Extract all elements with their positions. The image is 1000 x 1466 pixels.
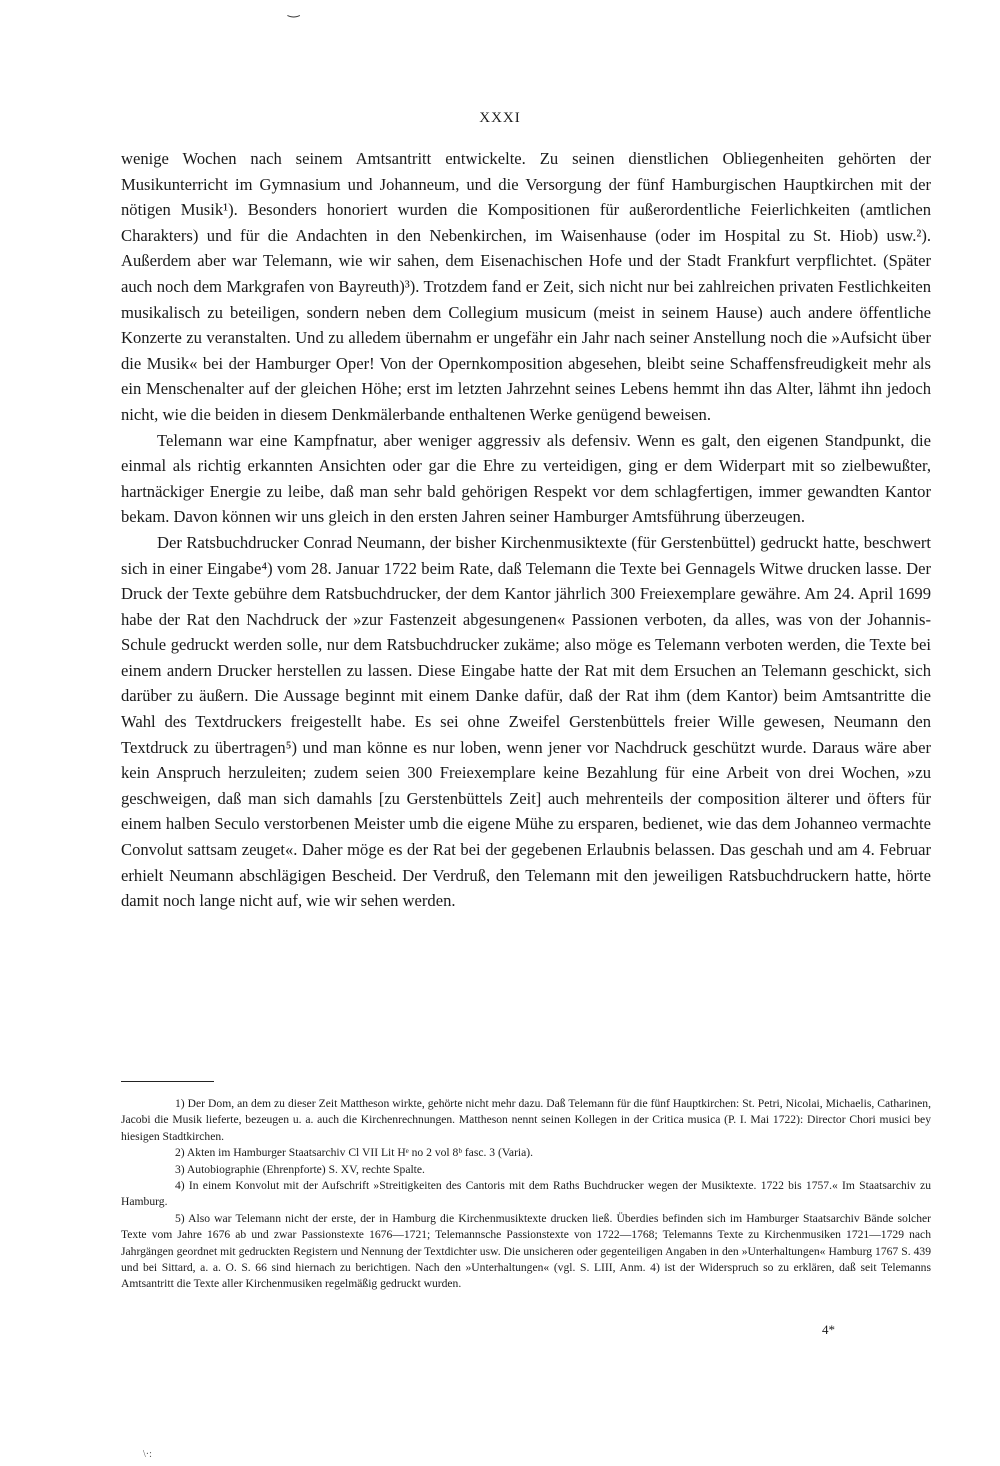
footnote: 5) Also war Telemann nicht der erste, der in Hamburg die Kirchenmusiktexte drucken ließ. Überdies befinden sich im Hamburger Staatsarchiv Bände solcher Texte vom Jahre 1676 ab und zwar Passionstexte 1676—1721; Telemannsche Passionstexte von 1722—1768; Telemanns Texte zu Kirchenmusiken 1721—1729 nach Jahrgängen geordnet mit gedruckten Registern und Nennung der Textdichter usw. Die unsicheren oder gegenteiligen Angaben in den »Unterhaltungen« Hamburg 1767 S. 439 und bei Sittard, a. a. O. S. 66 sind hiernach zu berichtigen. Nach den »Unterhaltungen« (vgl. S. LIII, Anm. 4) ist der Widerspruch so zu erklären, daß seit Telemanns Amtsantritt die Texte aller Kirchenmusiken regelmäßig gedruckt wurden. [121,1211,931,1291]
body-paragraph: wenige Wochen nach seinem Amtsantritt entwickelte. Zu seinen dienstlichen Obliegenheiten gehörten der Musikunterricht im Gymnasium und Johanneum, und die Versorgung der fünf Hamburgischen Hauptkirchen mit der nötigen Musik¹). Besonders honoriert wurden die Kompositionen für außerordentliche Feierlichkeiten (amtlichen Charakters) und für die Andachten in den Nebenkirchen, im Waisenhause (oder im Hospital zu St. Hiob) usw.²). Außerdem aber war Telemann, wie wir sahen, dem Eisenachischen Hofe und der Stadt Frankfurt verpflichtet. (Später auch noch dem Markgrafen von Bayreuth)³). Trotzdem fand er Zeit, sich nicht nur bei zahlreichen privaten Festlichkeiten musikalisch zu beteiligen, sondern neben dem Collegium musicum (meist in seinem Hause) auch andere öffentliche Konzerte zu veranstalten. Und zu alledem übernahm er ungefähr ein Jahr nach seiner Anstellung noch die »Aufsicht über die Musik« bei der Hamburger Oper! Von der Opernkomposition abgesehen, bleibt seine Schaffensfreudigkeit mehr als ein Menschenalter auf der gleichen Höhe; erst im letzten Jahrzehnt seines Lebens hemmt ihn das Alter, lähmt ihn jedoch nicht, wie die beiden in diesem Denkmälerbande enthaltenen Werke genügend beweisen. [121,149,931,424]
sheet-signature: 4* [822,1322,835,1337]
bottom-margin-mark: \·: [143,1449,152,1460]
body-paragraph: Telemann war eine Kampfnatur, aber weniger aggressiv als defensiv. Wenn es galt, den eigenen Standpunkt, die einmal als richtig erkannten Ansichten oder gar die Ehre zu verteidigen, ging er dem Widerpart mit so zielbewußter, hartnäckiger Energie zu leibe, daß man sehr bald gehörigen Respekt vor dem schlagfertigen, immer gewandten Kantor bekam. Davon können wir uns gleich in den ersten Jahren seiner Hamburger Amtsführung überzeugen. [121,430,931,527]
footnote: 1) Der Dom, an dem zu dieser Zeit Mattheson wirkte, gehörte nicht mehr dazu. Daß Telemann für die fünf Hauptkirchen: St. Petri, Nicolai, Michaelis, Catharinen, Jacobi die Musik lieferte, bezeugen u. a. auch die Kirchenrechnungen. Mattheson nennt seinen Kollegen in der Critica musica (P. I. Mai 1722): Director Chori musici bey hiesigen Stadtkirchen. [121,1097,931,1143]
footnote: 2) Akten im Hamburger Staatsarchiv Cl VII Lit Hᵉ no 2 vol 8ᵇ fasc. 3 (Varia). [175,1146,534,1160]
top-margin-mark: ‿ [288,3,300,18]
footnotes [121,1096,931,1293]
footnote-divider [121,1081,214,1082]
footnote: 4) In einem Konvolut mit der Aufschrift »Streitigkeiten des Cantoris mit dem Raths Buchdrucker wegen der Musiktexte. 1722 bis 1757.« Im Staatsarchiv zu Hamburg. [121,1179,931,1209]
footnote: 3) Autobiographie (Ehrenpforte) S. XV, rechte Spalte. [175,1162,425,1176]
body-paragraph: Der Ratsbuchdrucker Conrad Neumann, der bisher Kirchenmusiktexte (für Gerstenbüttel) gedruckt hatte, beschwert sich in einer Eingabe⁴) vom 28. Januar 1722 beim Rate, daß Telemann die Texte bei Gennagels Witwe drucken lasse. Der Druck der Texte gebühre dem Ratsbuchdrucker, der dem Kantor jährlich 300 Freiexemplare gewähre. Am 24. April 1699 habe der Rat den Nachdruck der »zur Fastenzeit abgesungenen« Passionen verboten, da alles, was von der Johannis-Schule gedruckt werden solle, nur dem Ratsbuchdrucker zukäme; also möge es Telemann verboten werden, die Texte bei einem andern Drucker herstellen zu lassen. Diese Eingabe hatte der Rat mit dem Ersuchen an Telemann geschickt, sich darüber zu äußern. Die Aussage beginnt mit einem Danke dafür, daß der Rat ihm (dem Kantor) beim Amtsantritte die Wahl des Textdruckers freigestellt habe. Es sei ohne Zweifel Gerstenbüttels freier Wille gewesen, Neumann den Textdruck zu übertragen⁵) und man könne es nur loben, wenn jener vor Nachdruck geschützt wurde. Daraus wäre aber kein Anspruch herzuleiten; zudem seien 300 Freiexemplare keine Bezahlung für eine Arbeit von drei Wochen, »zu geschweigen, daß man sich damahls [zu Gerstenbüttels Zeit] auch mehrenteils der composition älterer und öfters für einem halben Seculo verstorbenen Meister umb die eigene Mühe zu ersparen, bedienet, wie das dem Johanneo vermachte Convolut sattsam zeuget«. Daher möge es der Rat bei der gegebenen Erlaubnis belassen. Das geschah und am 4. Februar erhielt Neumann abschlägigen Bescheid. Der Verdruß, den Telemann mit den jeweiligen Ratsbuchdruckern hatte, hörte damit noch lange nicht auf, wie wir sehen werden. [121,532,931,911]
main-text [121,146,931,914]
page-number: XXXI [479,110,521,126]
